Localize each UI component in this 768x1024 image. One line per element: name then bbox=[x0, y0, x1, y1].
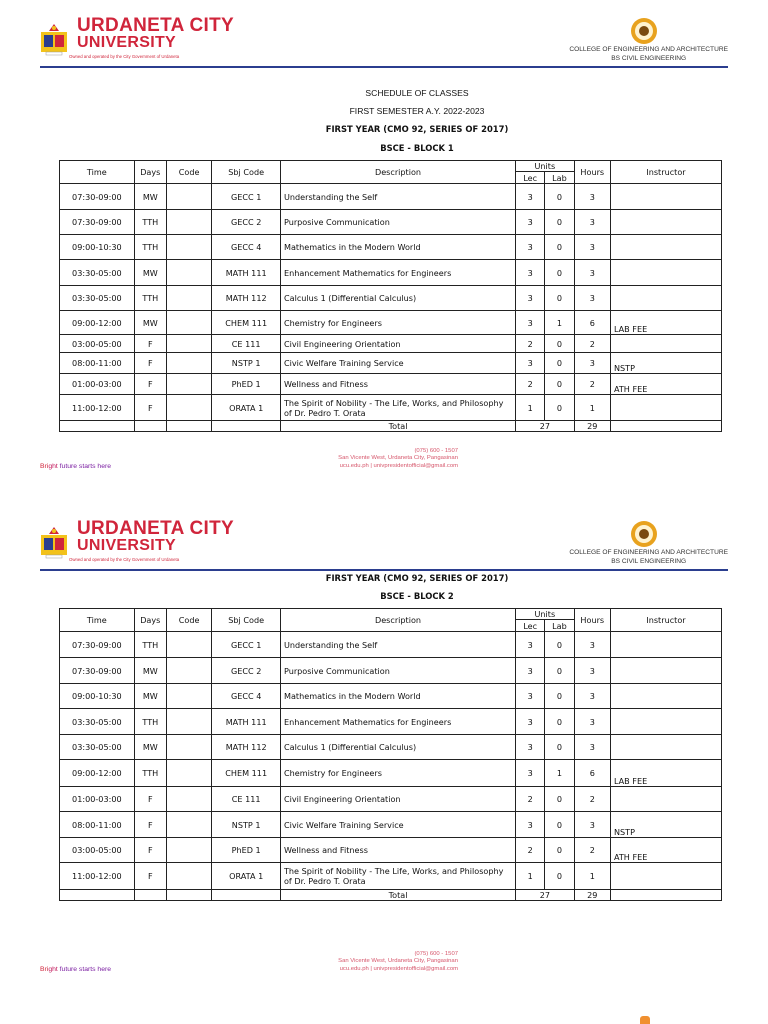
code-cell bbox=[166, 311, 211, 335]
lab-units-cell: 0 bbox=[545, 235, 574, 260]
code-cell bbox=[166, 684, 211, 709]
hours-cell: 3 bbox=[574, 286, 610, 311]
lab-units-cell: 0 bbox=[545, 684, 574, 709]
subject-code-cell: MATH 111 bbox=[212, 709, 281, 735]
instructor-cell bbox=[610, 863, 721, 890]
hours-cell: 3 bbox=[574, 709, 610, 735]
instructor-cell bbox=[610, 735, 721, 760]
table-row bbox=[60, 838, 722, 863]
code-cell bbox=[166, 709, 211, 735]
time-cell: 03:30-05:00 bbox=[60, 709, 135, 735]
hours-cell: 3 bbox=[574, 684, 610, 709]
description-cell: Wellness and Fitness bbox=[280, 374, 515, 395]
program-name: BS CIVIL ENGINEERING bbox=[611, 54, 687, 62]
tagline: Bright future starts here bbox=[40, 966, 112, 973]
description-cell: Enhancement Mathematics for Engineers bbox=[280, 709, 515, 735]
corner-mark bbox=[640, 1016, 650, 1024]
col-days-header: Days bbox=[134, 161, 166, 184]
subject-code-cell: MATH 112 bbox=[212, 286, 281, 311]
hours-cell: 3 bbox=[574, 260, 610, 286]
instructor-cell bbox=[610, 184, 721, 210]
time-cell: 07:30-09:00 bbox=[60, 632, 135, 658]
phone: (075) 600 - 1507 bbox=[414, 951, 458, 957]
university-logo-icon bbox=[40, 525, 68, 559]
col-lab-header: Lab bbox=[545, 620, 574, 632]
table-row bbox=[60, 235, 722, 260]
days-cell: F bbox=[134, 863, 166, 890]
subject-code-cell: MATH 111 bbox=[212, 260, 281, 286]
days-cell: F bbox=[134, 374, 166, 395]
time-cell: 08:00-11:00 bbox=[60, 812, 135, 838]
table-row bbox=[60, 353, 722, 374]
time-cell: 01:00-03:00 bbox=[60, 374, 135, 395]
lec-units-cell: 3 bbox=[516, 260, 545, 286]
code-cell bbox=[166, 235, 211, 260]
description-cell: Purposive Communication bbox=[280, 210, 515, 235]
hours-cell: 2 bbox=[574, 335, 610, 353]
time-cell: 03:00-05:00 bbox=[60, 335, 135, 353]
lec-units-cell: 3 bbox=[516, 210, 545, 235]
days-cell: F bbox=[134, 335, 166, 353]
lab-units-cell: 0 bbox=[545, 395, 574, 421]
subject-code-cell: CE 111 bbox=[212, 335, 281, 353]
table-header-row bbox=[60, 161, 722, 172]
university-name-line1: URDANETA CITY bbox=[77, 518, 234, 539]
instructor-cell bbox=[610, 335, 721, 353]
instructor-cell bbox=[610, 658, 721, 684]
instructor-cell bbox=[610, 709, 721, 735]
instructor-cell: ATH FEE bbox=[610, 374, 721, 395]
owned-by-text: Owned and operated by the City Government of Urdaneta bbox=[69, 557, 180, 562]
college-info bbox=[569, 549, 728, 566]
days-cell: MW bbox=[134, 184, 166, 210]
instructor-cell bbox=[610, 260, 721, 286]
code-cell bbox=[166, 210, 211, 235]
instructor-cell: NSTP bbox=[610, 353, 721, 374]
time-cell: 03:30-05:00 bbox=[60, 260, 135, 286]
description-cell: The Spirit of Nobility - The Life, Works, and Philosophy of Dr. Pedro T. Orata bbox=[280, 863, 515, 890]
description-cell: Chemistry for Engineers bbox=[280, 760, 515, 787]
lab-units-cell: 0 bbox=[545, 374, 574, 395]
schedule-title: SCHEDULE OF CLASSES bbox=[365, 88, 469, 98]
lec-units-cell: 2 bbox=[516, 838, 545, 863]
lec-units-cell: 3 bbox=[516, 684, 545, 709]
days-cell: F bbox=[134, 838, 166, 863]
letterhead bbox=[0, 0, 768, 70]
lab-units-cell: 0 bbox=[545, 658, 574, 684]
time-cell: 03:30-05:00 bbox=[60, 286, 135, 311]
description-cell: Understanding the Self bbox=[280, 632, 515, 658]
col-units-header: Units bbox=[516, 609, 575, 620]
contact-info bbox=[240, 448, 458, 470]
subject-code-cell: ORATA 1 bbox=[212, 395, 281, 421]
description-cell: Understanding the Self bbox=[280, 184, 515, 210]
col-hours-header: Hours bbox=[574, 609, 610, 632]
time-cell: 09:00-12:00 bbox=[60, 760, 135, 787]
tagline: Bright future starts here bbox=[40, 463, 112, 470]
hours-cell: 3 bbox=[574, 353, 610, 374]
subject-code-cell: PhED 1 bbox=[212, 838, 281, 863]
code-cell bbox=[166, 260, 211, 286]
instructor-cell: ATH FEE bbox=[610, 838, 721, 863]
empty-cell bbox=[212, 890, 281, 901]
instructor-cell bbox=[610, 286, 721, 311]
days-cell: MW bbox=[134, 735, 166, 760]
time-cell: 11:00-12:00 bbox=[60, 395, 135, 421]
code-cell bbox=[166, 658, 211, 684]
college-info bbox=[569, 46, 728, 63]
total-units: 27 bbox=[516, 421, 575, 432]
code-cell bbox=[166, 787, 211, 812]
hours-cell: 3 bbox=[574, 184, 610, 210]
subject-code-cell: ORATA 1 bbox=[212, 863, 281, 890]
lab-units-cell: 0 bbox=[545, 735, 574, 760]
table-row bbox=[60, 311, 722, 335]
table-row bbox=[60, 335, 722, 353]
time-cell: 09:00-10:30 bbox=[60, 684, 135, 709]
instructor-cell bbox=[610, 395, 721, 421]
days-cell: MW bbox=[134, 658, 166, 684]
code-cell bbox=[166, 812, 211, 838]
description-cell: Wellness and Fitness bbox=[280, 838, 515, 863]
time-cell: 07:30-09:00 bbox=[60, 184, 135, 210]
days-cell: F bbox=[134, 787, 166, 812]
year-title: FIRST YEAR (CMO 92, SERIES OF 2017) bbox=[325, 573, 509, 583]
table-row bbox=[60, 684, 722, 709]
code-cell bbox=[166, 374, 211, 395]
col-instructor-header: Instructor bbox=[610, 609, 721, 632]
lab-units-cell: 0 bbox=[545, 863, 574, 890]
table-row bbox=[60, 184, 722, 210]
instructor-cell bbox=[610, 787, 721, 812]
address: San Vicente West, Urdaneta City, Pangasinan bbox=[338, 958, 458, 965]
table-row bbox=[60, 210, 722, 235]
time-cell: 07:30-09:00 bbox=[60, 210, 135, 235]
header-rule bbox=[40, 569, 728, 571]
code-cell bbox=[166, 735, 211, 760]
time-cell: 11:00-12:00 bbox=[60, 863, 135, 890]
lec-units-cell: 3 bbox=[516, 709, 545, 735]
code-cell bbox=[166, 838, 211, 863]
table-row bbox=[60, 787, 722, 812]
table-row bbox=[60, 760, 722, 787]
code-cell bbox=[166, 760, 211, 787]
college-name: COLLEGE OF ENGINEERING AND ARCHITECTURE bbox=[569, 46, 728, 53]
time-cell: 03:00-05:00 bbox=[60, 838, 135, 863]
total-hours: 29 bbox=[574, 890, 610, 901]
hours-cell: 3 bbox=[574, 210, 610, 235]
description-cell: Calculus 1 (Differential Calculus) bbox=[280, 286, 515, 311]
schedule-table-block-1 bbox=[59, 160, 722, 432]
university-name-line1: URDANETA CITY bbox=[77, 15, 234, 36]
description-cell: Mathematics in the Modern World bbox=[280, 235, 515, 260]
empty-cell bbox=[610, 421, 721, 432]
total-hours: 29 bbox=[574, 421, 610, 432]
college-seal-icon bbox=[629, 520, 659, 548]
subject-code-cell: PhED 1 bbox=[212, 374, 281, 395]
col-code-header: Code bbox=[166, 609, 211, 632]
university-logo-icon bbox=[40, 22, 68, 56]
col-lec-header: Lec bbox=[516, 620, 545, 632]
subject-code-cell: CE 111 bbox=[212, 787, 281, 812]
subject-code-cell: GECC 2 bbox=[212, 658, 281, 684]
description-cell: The Spirit of Nobility - The Life, Works, and Philosophy of Dr. Pedro T. Orata bbox=[280, 395, 515, 421]
table-row bbox=[60, 863, 722, 890]
hours-cell: 3 bbox=[574, 735, 610, 760]
days-cell: TTH bbox=[134, 286, 166, 311]
hours-cell: 3 bbox=[574, 632, 610, 658]
total-row bbox=[60, 421, 722, 432]
table-row bbox=[60, 260, 722, 286]
code-cell bbox=[166, 353, 211, 374]
col-lec-header: Lec bbox=[516, 172, 545, 184]
subject-code-cell: GECC 4 bbox=[212, 235, 281, 260]
lec-units-cell: 1 bbox=[516, 863, 545, 890]
col-time-header: Time bbox=[60, 609, 135, 632]
lec-units-cell: 3 bbox=[516, 632, 545, 658]
col-description-header: Description bbox=[280, 161, 515, 184]
description-cell: Chemistry for Engineers bbox=[280, 311, 515, 335]
instructor-cell: NSTP bbox=[610, 812, 721, 838]
owned-by-text: Owned and operated by the City Government of Urdaneta bbox=[69, 54, 180, 59]
hours-cell: 2 bbox=[574, 787, 610, 812]
instructor-cell: LAB FEE bbox=[610, 760, 721, 787]
lec-units-cell: 3 bbox=[516, 658, 545, 684]
block-title: BSCE - BLOCK 2 bbox=[380, 591, 454, 601]
hours-cell: 2 bbox=[574, 838, 610, 863]
table-row bbox=[60, 812, 722, 838]
days-cell: F bbox=[134, 812, 166, 838]
time-cell: 01:00-03:00 bbox=[60, 787, 135, 812]
lab-units-cell: 0 bbox=[545, 838, 574, 863]
col-time-header: Time bbox=[60, 161, 135, 184]
time-cell: 03:30-05:00 bbox=[60, 735, 135, 760]
lab-units-cell: 0 bbox=[545, 812, 574, 838]
col-units-header: Units bbox=[516, 161, 575, 172]
lab-units-cell: 0 bbox=[545, 210, 574, 235]
subject-code-cell: GECC 1 bbox=[212, 632, 281, 658]
description-cell: Civil Engineering Orientation bbox=[280, 335, 515, 353]
block-title: BSCE - BLOCK 1 bbox=[380, 143, 454, 153]
lec-units-cell: 3 bbox=[516, 353, 545, 374]
subject-code-cell: NSTP 1 bbox=[212, 812, 281, 838]
empty-cell bbox=[212, 421, 281, 432]
semester-title: FIRST SEMESTER A.Y. 2022-2023 bbox=[349, 106, 485, 116]
time-cell: 09:00-12:00 bbox=[60, 311, 135, 335]
days-cell: TTH bbox=[134, 210, 166, 235]
program-name: BS CIVIL ENGINEERING bbox=[611, 557, 687, 565]
lab-units-cell: 0 bbox=[545, 184, 574, 210]
lec-units-cell: 3 bbox=[516, 760, 545, 787]
header-rule bbox=[40, 66, 728, 68]
code-cell bbox=[166, 335, 211, 353]
lec-units-cell: 2 bbox=[516, 374, 545, 395]
total-row bbox=[60, 890, 722, 901]
col-lab-header: Lab bbox=[545, 172, 574, 184]
lab-units-cell: 1 bbox=[545, 760, 574, 787]
lec-units-cell: 3 bbox=[516, 735, 545, 760]
phone: (075) 600 - 1507 bbox=[414, 448, 458, 454]
col-days-header: Days bbox=[134, 609, 166, 632]
table-row bbox=[60, 286, 722, 311]
hours-cell: 6 bbox=[574, 311, 610, 335]
time-cell: 09:00-10:30 bbox=[60, 235, 135, 260]
university-name-line2: UNIVERSITY bbox=[77, 537, 177, 554]
col-description-header: Description bbox=[280, 609, 515, 632]
lec-units-cell: 3 bbox=[516, 286, 545, 311]
lab-units-cell: 1 bbox=[545, 311, 574, 335]
lab-units-cell: 0 bbox=[545, 709, 574, 735]
table-row bbox=[60, 395, 722, 421]
lec-units-cell: 2 bbox=[516, 787, 545, 812]
total-units: 27 bbox=[516, 890, 575, 901]
university-name-line2: UNIVERSITY bbox=[77, 34, 177, 51]
page-2 bbox=[0, 503, 768, 1024]
hours-cell: 3 bbox=[574, 235, 610, 260]
code-cell bbox=[166, 286, 211, 311]
table-row bbox=[60, 374, 722, 395]
empty-cell bbox=[166, 421, 211, 432]
contact-info bbox=[240, 951, 458, 973]
subject-code-cell: CHEM 111 bbox=[212, 760, 281, 787]
lec-units-cell: 3 bbox=[516, 812, 545, 838]
page-1 bbox=[0, 0, 768, 500]
empty-cell bbox=[610, 890, 721, 901]
code-cell bbox=[166, 632, 211, 658]
lec-units-cell: 1 bbox=[516, 395, 545, 421]
address: San Vicente West, Urdaneta City, Pangasinan bbox=[338, 455, 458, 462]
table-row bbox=[60, 632, 722, 658]
code-cell bbox=[166, 395, 211, 421]
col-hours-header: Hours bbox=[574, 161, 610, 184]
subject-code-cell: GECC 4 bbox=[212, 684, 281, 709]
subject-code-cell: CHEM 111 bbox=[212, 311, 281, 335]
description-cell: Purposive Communication bbox=[280, 658, 515, 684]
empty-cell bbox=[166, 890, 211, 901]
hours-cell: 1 bbox=[574, 395, 610, 421]
days-cell: F bbox=[134, 395, 166, 421]
lec-units-cell: 3 bbox=[516, 235, 545, 260]
subject-code-cell: MATH 112 bbox=[212, 735, 281, 760]
lec-units-cell: 3 bbox=[516, 184, 545, 210]
instructor-cell bbox=[610, 632, 721, 658]
subject-code-cell: GECC 2 bbox=[212, 210, 281, 235]
lec-units-cell: 2 bbox=[516, 335, 545, 353]
days-cell: TTH bbox=[134, 235, 166, 260]
instructor-cell: LAB FEE bbox=[610, 311, 721, 335]
days-cell: F bbox=[134, 353, 166, 374]
description-cell: Civic Welfare Training Service bbox=[280, 812, 515, 838]
instructor-cell bbox=[610, 684, 721, 709]
subject-code-cell: GECC 1 bbox=[212, 184, 281, 210]
college-seal-icon bbox=[629, 17, 659, 45]
description-cell: Mathematics in the Modern World bbox=[280, 684, 515, 709]
web-email: ucu.edu.ph | univpresidentofficial@gmail.com bbox=[339, 462, 458, 469]
subject-code-cell: NSTP 1 bbox=[212, 353, 281, 374]
schedule-table-block-2 bbox=[59, 608, 722, 901]
col-code-header: Code bbox=[166, 161, 211, 184]
lab-units-cell: 0 bbox=[545, 335, 574, 353]
code-cell bbox=[166, 863, 211, 890]
days-cell: MW bbox=[134, 311, 166, 335]
days-cell: TTH bbox=[134, 632, 166, 658]
hours-cell: 1 bbox=[574, 863, 610, 890]
hours-cell: 3 bbox=[574, 812, 610, 838]
instructor-cell bbox=[610, 210, 721, 235]
col-instructor-header: Instructor bbox=[610, 161, 721, 184]
hours-cell: 3 bbox=[574, 658, 610, 684]
description-cell: Civic Welfare Training Service bbox=[280, 353, 515, 374]
lab-units-cell: 0 bbox=[545, 353, 574, 374]
hours-cell: 6 bbox=[574, 760, 610, 787]
table-row bbox=[60, 709, 722, 735]
year-title: FIRST YEAR (CMO 92, SERIES OF 2017) bbox=[325, 124, 509, 134]
time-cell: 07:30-09:00 bbox=[60, 658, 135, 684]
empty-cell bbox=[134, 890, 166, 901]
hours-cell: 2 bbox=[574, 374, 610, 395]
lec-units-cell: 3 bbox=[516, 311, 545, 335]
description-cell: Calculus 1 (Differential Calculus) bbox=[280, 735, 515, 760]
letterhead bbox=[0, 503, 768, 573]
col-sbj-code-header: Sbj Code bbox=[212, 161, 281, 184]
col-sbj-code-header: Sbj Code bbox=[212, 609, 281, 632]
days-cell: MW bbox=[134, 260, 166, 286]
description-cell: Enhancement Mathematics for Engineers bbox=[280, 260, 515, 286]
lab-units-cell: 0 bbox=[545, 787, 574, 812]
days-cell: TTH bbox=[134, 709, 166, 735]
description-cell: Civil Engineering Orientation bbox=[280, 787, 515, 812]
table-header-row bbox=[60, 609, 722, 620]
empty-cell bbox=[134, 421, 166, 432]
instructor-cell bbox=[610, 235, 721, 260]
total-label: Total bbox=[280, 421, 515, 432]
table-row bbox=[60, 735, 722, 760]
code-cell bbox=[166, 184, 211, 210]
empty-cell bbox=[60, 890, 135, 901]
college-name: COLLEGE OF ENGINEERING AND ARCHITECTURE bbox=[569, 549, 728, 556]
empty-cell bbox=[60, 421, 135, 432]
days-cell: TTH bbox=[134, 760, 166, 787]
time-cell: 08:00-11:00 bbox=[60, 353, 135, 374]
total-label: Total bbox=[280, 890, 515, 901]
lab-units-cell: 0 bbox=[545, 286, 574, 311]
lab-units-cell: 0 bbox=[545, 632, 574, 658]
lab-units-cell: 0 bbox=[545, 260, 574, 286]
table-row bbox=[60, 658, 722, 684]
web-email: ucu.edu.ph | univpresidentofficial@gmail.com bbox=[339, 965, 458, 972]
days-cell: MW bbox=[134, 684, 166, 709]
